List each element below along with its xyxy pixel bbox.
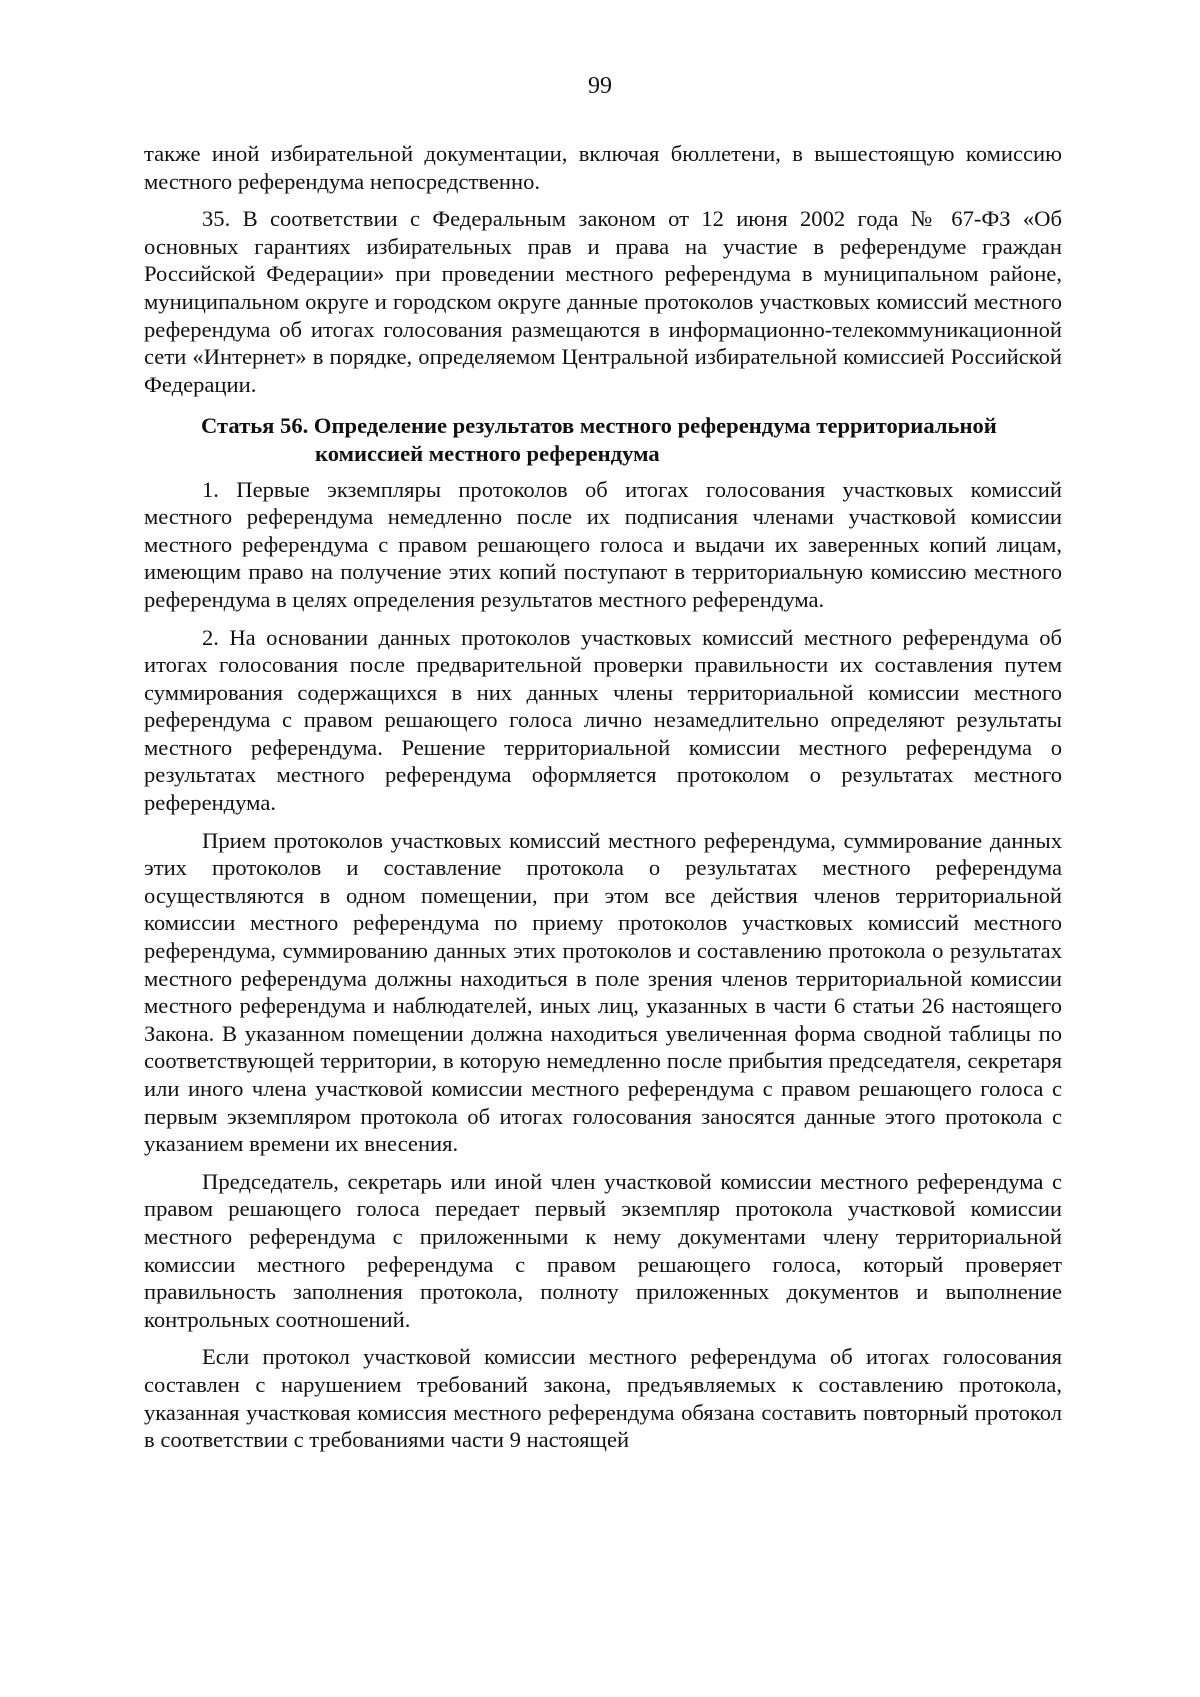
article-paragraph-3: Прием протоколов участковых комиссий местного референдума, суммирование данных этих протоколов и составление протокола о результатах местного референдума осуществляются в одном помещении, при этом все действия членов территориальной комиссии местного референдума по приему протоколов участковых комиссий местного референдума, суммированию данных этих протоколов и составлению протокола о результатах местного референдума должны находиться в поле зрения членов территориальной комиссии местного референдума и наблюдателей, иных лиц, указанных в части 6 статьи 26 настоящего Закона. В указанном помещении должна находиться увеличенная форма сводной таблицы по соответствующей территории, в которую немедленно после прибытия председателя, секретаря или иного члена участковой комиссии местного референдума с правом решающего голоса с первым экземпляром протокола об итогах голосования заносятся данные этого протокола с указанием времени их внесения. <box>144 827 1062 1157</box>
article-heading-line1: Статья 56. Определение результатов местного референдума территориальной <box>201 413 997 439</box>
article-heading-line2: комиссией местного референдума <box>315 440 660 466</box>
paragraph-continuation: также иной избирательной документации, включая бюллетени, в вышестоящую комиссию местного референдума непосредственно. <box>144 141 1062 194</box>
article-paragraph-4: Председатель, секретарь или иной член участковой комиссии местного референдума с правом решающего голоса передает первый экземпляр протокола участковой комиссии местного референдума с приложенными к нему документами члену территориальной комиссии местного референдума с правом решающего голоса, который проверяет правильность заполнения протокола, полноту приложенных документов и выполнение контрольных соотношений. <box>144 1168 1062 1332</box>
article-paragraph-5: Если протокол участковой комиссии местного референдума об итогах голосования составлен с нарушением требований закона, предъявляемых к составлению протокола, указанная участковая комиссия местного референдума обязана составить повторный протокол в соответствии с требованиями части 9 настоящей <box>144 1344 1062 1453</box>
page-number: 99 <box>588 73 612 99</box>
article-heading <box>144 412 1062 467</box>
paragraph-item-35: 35. В соответствии с Федеральным законом от 12 июня 2002 года № 67-ФЗ «Об основных гарантиях избирательных прав и права на участие в референдуме граждан Российской Федерации» при проведении местного референдума в муниципальном районе, муниципальном округе и городском округе данные протоколов участковых комиссий местного референдума об итогах голосования размещаются в информационно-телекоммуникационной сети «Интернет» в порядке, определяемом Центральной избирательной комиссией Российской Федерации. <box>144 206 1062 397</box>
article-paragraph-1: 1. Первые экземпляры протоколов об итогах голосования участковых комиссий местного референдума немедленно после их подписания членами участковой комиссии местного референдума с правом решающего голоса и выдачи их заверенных копий лицам, имеющим право на получение этих копий поступают в территориальную комиссию местного референдума в целях определения результатов местного референдума. <box>144 476 1062 612</box>
document-body <box>144 140 1062 1464</box>
article-paragraph-2: 2. На основании данных протоколов участковых комиссий местного референдума об итогах голосования после предварительной проверки правильности их составления путем суммирования содержащихся в них данных члены территориальной комиссии местного референдума с правом решающего голоса лично незамедлительно определяют результаты местного референдума. Решение территориальной комиссии местного референдума о результатах местного референдума оформляется протоколом о результатах местного референдума. <box>144 624 1062 816</box>
